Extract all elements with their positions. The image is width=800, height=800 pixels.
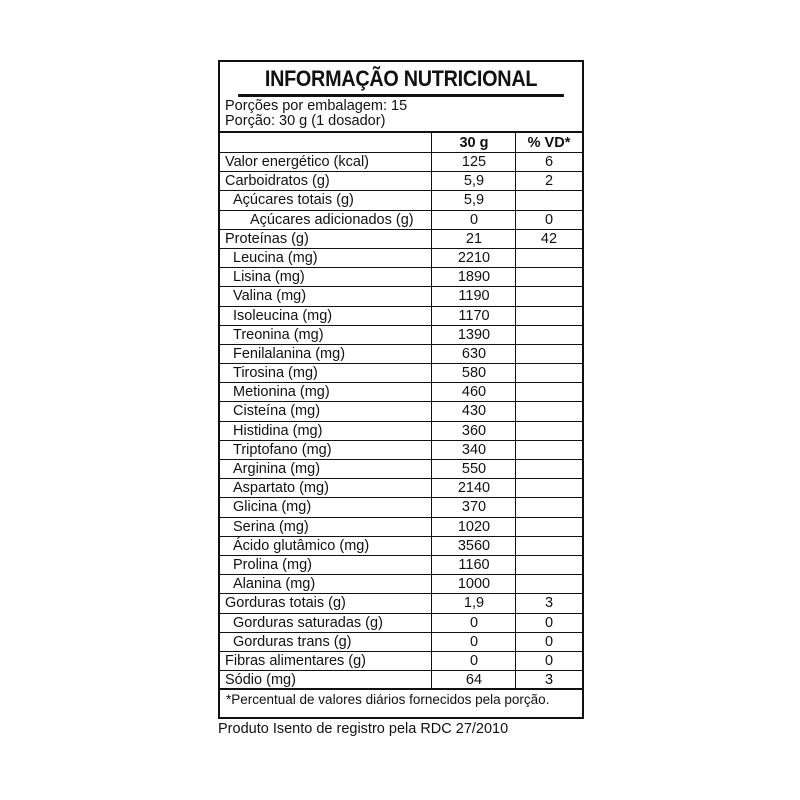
nutrient-name: Fibras alimentares (g) [225,652,367,669]
table-header-row [220,133,582,153]
nutrient-quantity: 21 [431,230,516,248]
nutrient-daily-value: 42 [515,230,582,248]
table-row [220,479,582,498]
table-row [220,556,582,575]
panel-title: INFORMAÇÃO NUTRICIONAL [238,62,564,97]
servings-per-package: Porções por embalagem: 15 [225,98,408,114]
nutrient-daily-value: 0 [515,652,582,670]
nutrient-name: Gorduras totais (g) [225,595,346,612]
nutrient-name: Cisteína (mg) [233,403,321,420]
nutrient-name: Metionina (mg) [233,384,330,401]
nutrient-daily-value: 3 [515,671,582,688]
table-row [220,518,582,537]
nutrient-daily-value [515,498,582,516]
table-row [220,614,582,633]
header-daily-value: % VD* [515,133,582,152]
nutrient-daily-value: 2 [515,172,582,190]
nutrient-daily-value [515,479,582,497]
table-row [220,671,582,690]
table-row [220,230,582,249]
table-row [220,575,582,594]
nutrient-quantity: 1000 [431,575,516,593]
table-row [220,191,582,210]
nutrient-quantity: 3560 [431,537,516,555]
nutrient-daily-value [515,402,582,420]
nutrient-quantity: 125 [431,153,516,171]
nutrient-name: Açúcares adicionados (g) [250,211,414,228]
table-row [220,383,582,402]
table-row [220,633,582,652]
nutrient-quantity: 1890 [431,268,516,286]
table-row [220,172,582,191]
nutrient-quantity: 0 [431,652,516,670]
nutrient-name: Lisina (mg) [233,269,305,286]
nutrient-quantity: 1390 [431,326,516,344]
nutrient-name: Prolina (mg) [233,556,312,573]
nutrient-daily-value [515,307,582,325]
nutrient-daily-value: 0 [515,614,582,632]
nutrient-name: Treonina (mg) [233,326,324,343]
table-row [220,537,582,556]
table-row [220,307,582,326]
nutrient-quantity: 2210 [431,249,516,267]
nutrient-daily-value [515,364,582,382]
nutrient-name: Fenilalanina (mg) [233,345,346,362]
nutrient-quantity: 430 [431,402,516,420]
header-quantity: 30 g [431,133,516,152]
nutrient-daily-value [515,441,582,459]
nutrient-quantity: 64 [431,671,516,688]
nutrient-name: Glicina (mg) [233,499,312,516]
nutrient-daily-value [515,518,582,536]
nutrient-name: Gorduras saturadas (g) [233,614,383,631]
nutrient-name: Sódio (mg) [225,672,296,689]
nutrient-name: Valor energético (kcal) [225,154,369,170]
nutrient-quantity: 370 [431,498,516,516]
nutrient-name: Serina (mg) [233,518,309,535]
nutrient-name: Histidina (mg) [233,422,323,439]
nutrient-quantity: 580 [431,364,516,382]
nutrient-daily-value [515,191,582,209]
nutrient-quantity: 5,9 [431,191,516,209]
nutrient-name: Gorduras trans (g) [233,633,352,650]
nutrient-name: Tirosina (mg) [233,365,318,382]
nutrient-name: Proteínas (g) [225,230,309,247]
nutrient-quantity: 630 [431,345,516,363]
nutrient-daily-value [515,383,582,401]
nutrient-daily-value [515,575,582,593]
nutrient-daily-value: 3 [515,594,582,612]
nutrient-quantity: 360 [431,422,516,440]
table-row [220,287,582,306]
daily-value-footnote: *Percentual de valores diários fornecidos pela porção. [226,692,550,708]
nutrient-quantity: 5,9 [431,172,516,190]
nutrient-quantity: 340 [431,441,516,459]
nutrient-quantity: 1,9 [431,594,516,612]
nutrient-name: Açúcares totais (g) [233,192,354,209]
nutrient-daily-value [515,345,582,363]
table-row [220,249,582,268]
table-row [220,498,582,517]
nutrient-daily-value [515,268,582,286]
nutrient-name: Ácido glutâmico (mg) [233,537,370,554]
serving-size: Porção: 30 g (1 dosador) [225,113,386,129]
nutrient-quantity: 2140 [431,479,516,497]
nutrient-daily-value: 6 [515,153,582,171]
table-row [220,326,582,345]
table-row [220,153,582,172]
table-row [220,652,582,671]
table-row [220,211,582,230]
nutrient-quantity: 550 [431,460,516,478]
nutrient-daily-value [515,287,582,305]
registration-note: Produto Isento de registro pela RDC 27/2010 [218,721,509,737]
nutrient-name: Alanina (mg) [233,576,316,593]
nutrient-table [220,133,582,690]
nutrient-quantity: 0 [431,614,516,632]
nutrient-daily-value [515,249,582,267]
nutrient-daily-value [515,556,582,574]
table-row [220,345,582,364]
table-row [220,422,582,441]
nutrient-quantity: 0 [431,633,516,651]
nutrient-quantity: 0 [431,211,516,229]
nutrient-quantity: 1190 [431,287,516,305]
table-row [220,402,582,421]
table-row [220,441,582,460]
nutrient-daily-value [515,460,582,478]
table-row [220,460,582,479]
serving-info [220,97,582,133]
table-row [220,268,582,287]
nutrient-quantity: 460 [431,383,516,401]
nutrient-quantity: 1170 [431,307,516,325]
nutrition-facts-panel [218,60,584,719]
nutrient-name: Isoleucina (mg) [233,307,333,324]
nutrient-name: Aspartato (mg) [233,480,329,497]
nutrient-daily-value [515,422,582,440]
nutrient-daily-value: 0 [515,633,582,651]
nutrient-name: Valina (mg) [233,288,307,305]
table-row [220,364,582,383]
nutrient-name: Carboidratos (g) [225,173,330,190]
nutrient-quantity: 1020 [431,518,516,536]
nutrient-daily-value [515,537,582,555]
nutrient-daily-value [515,326,582,344]
nutrient-name: Arginina (mg) [233,461,321,477]
nutrient-name: Triptofano (mg) [233,441,332,458]
nutrient-name: Leucina (mg) [233,249,318,266]
nutrient-daily-value: 0 [515,211,582,229]
nutrient-quantity: 1160 [431,556,516,574]
table-row [220,594,582,613]
